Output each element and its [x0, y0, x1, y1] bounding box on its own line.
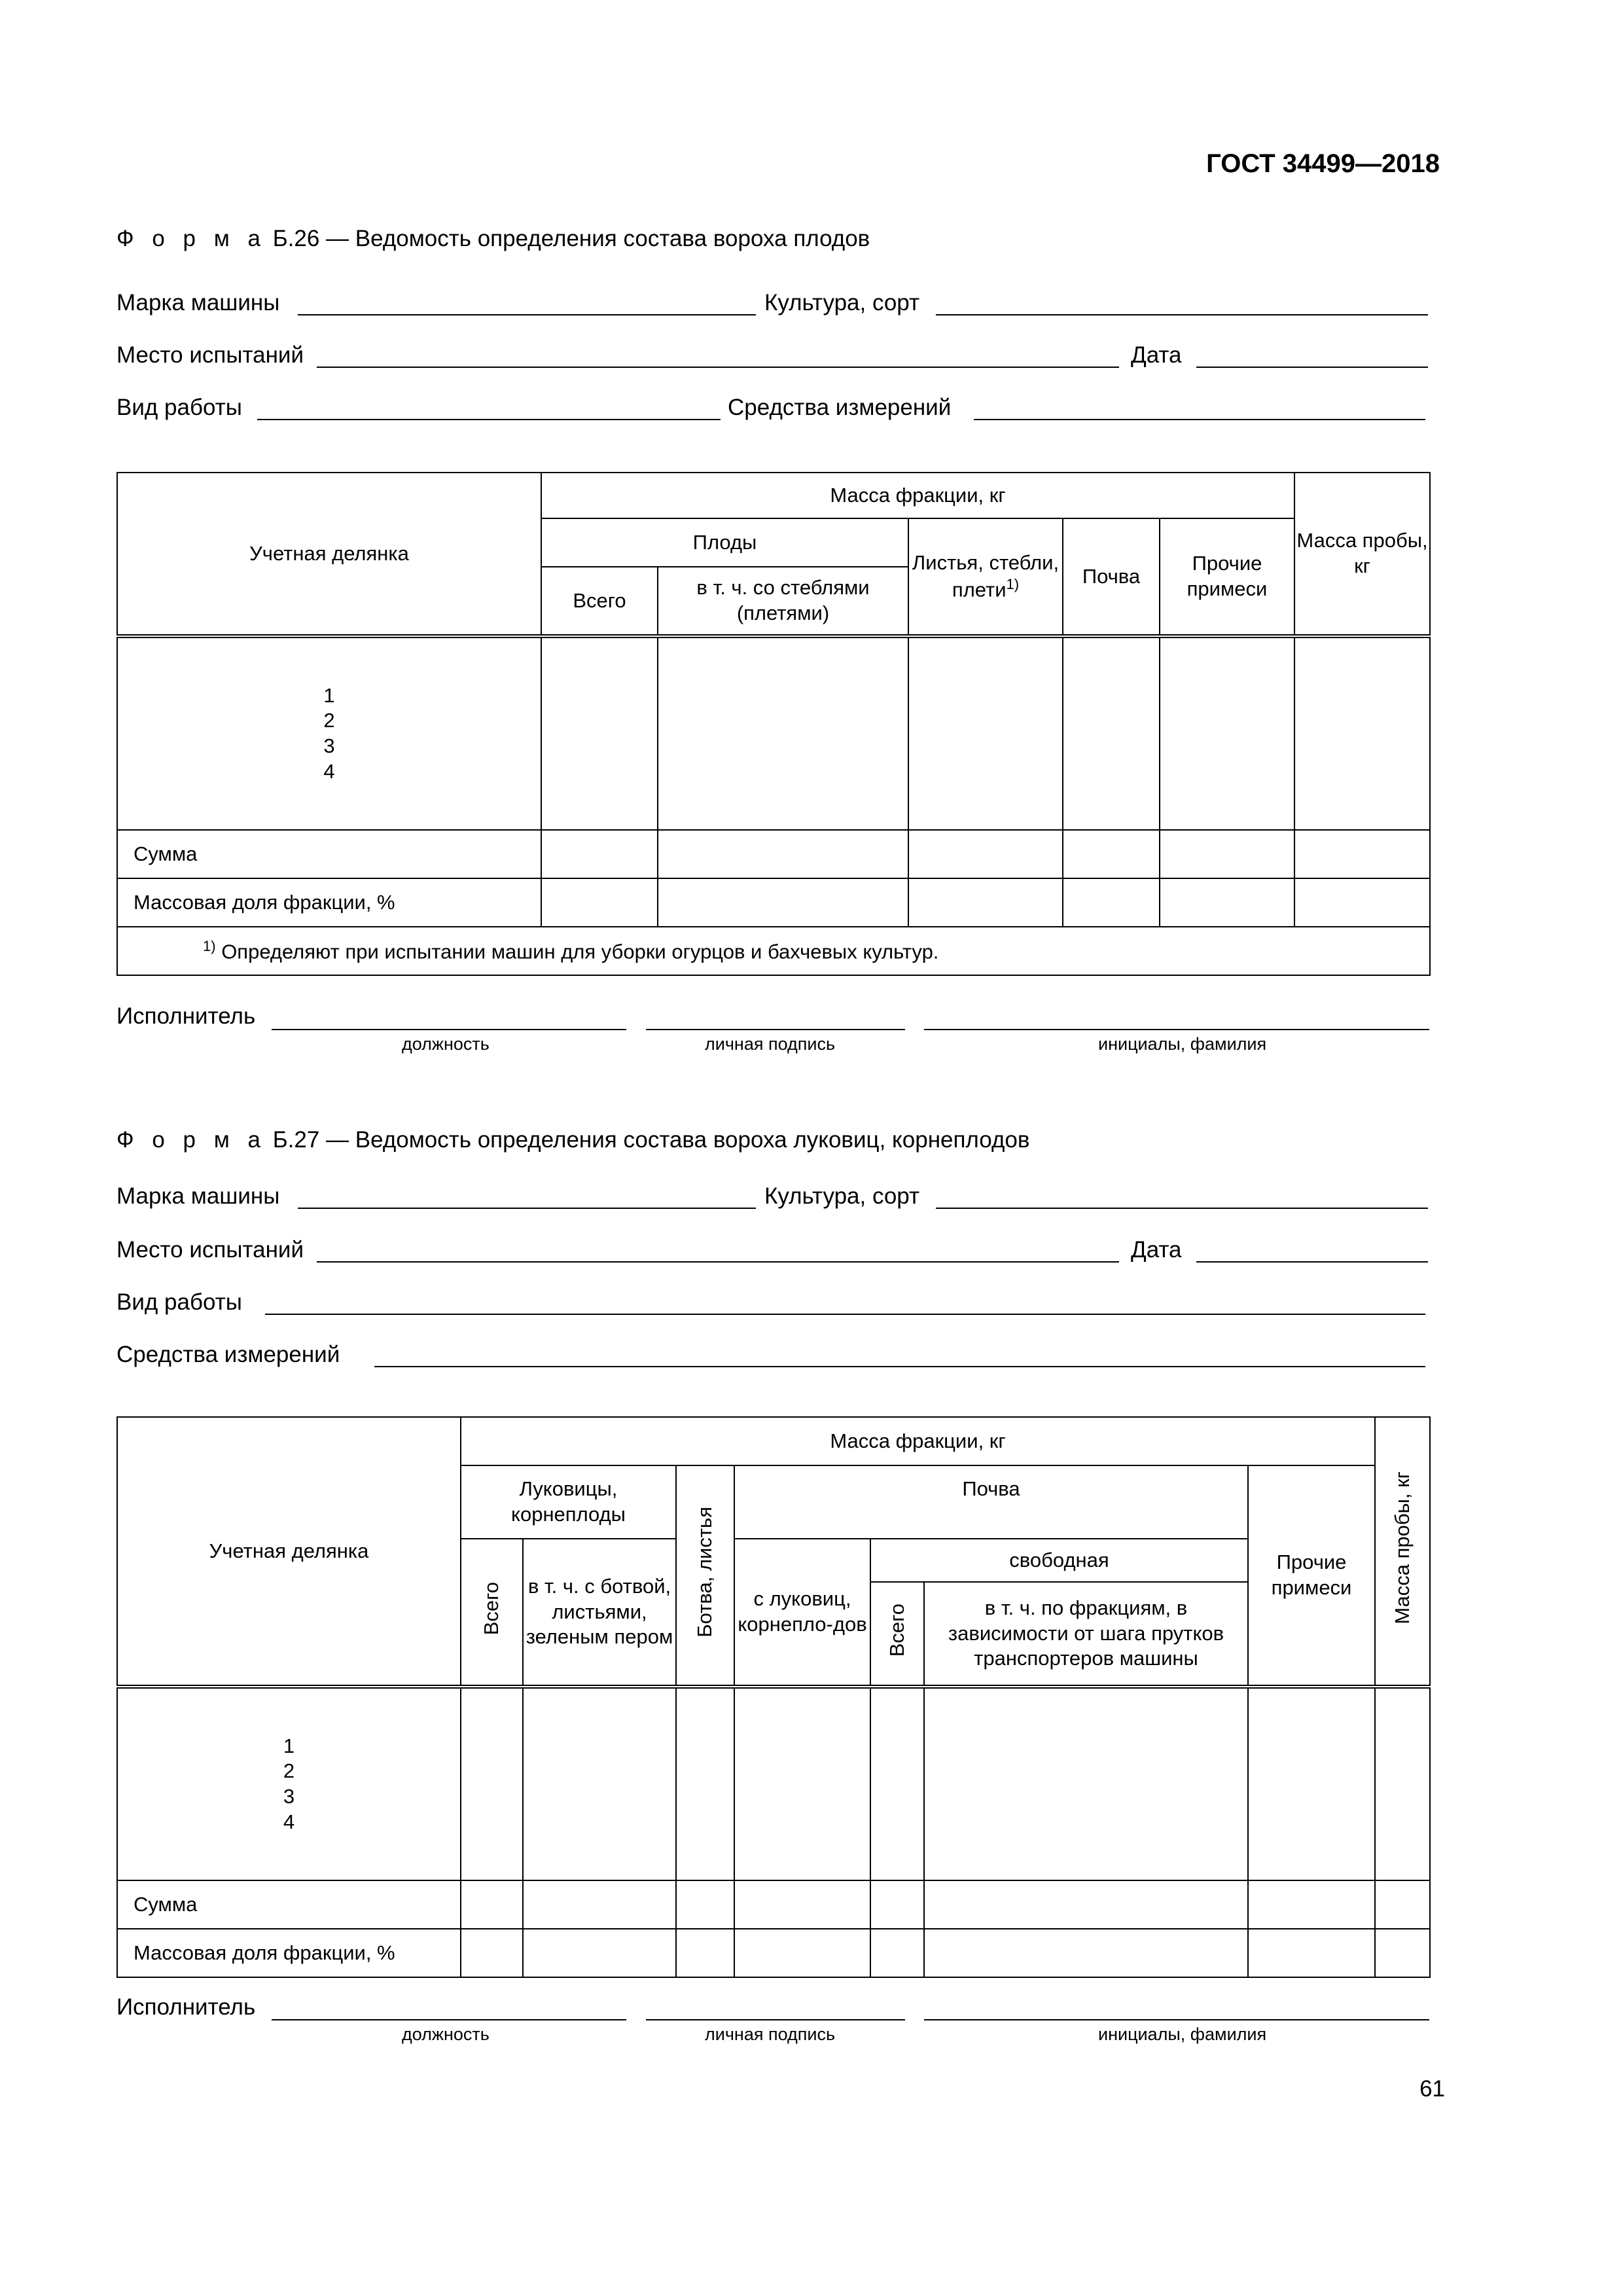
- mass-fraction-header: Масса фракции, кг: [541, 473, 1294, 518]
- form26-work-label: Вид работы: [116, 395, 242, 420]
- data-cell[interactable]: [1160, 830, 1294, 878]
- form27-date-line[interactable]: [1196, 1261, 1428, 1263]
- fruits-total-header: Всего: [541, 567, 658, 636]
- data-cell[interactable]: [523, 1687, 676, 1880]
- data-cell[interactable]: [924, 1929, 1248, 1977]
- form26-machine-line[interactable]: [298, 314, 756, 315]
- form26-executor-label: Исполнитель: [116, 1003, 256, 1029]
- soil-free-total-header: Всего: [870, 1582, 924, 1687]
- data-cell[interactable]: [541, 830, 658, 878]
- form26-place-label: Место испытаний: [116, 342, 304, 368]
- leaves-header: Листья, стебли, плети$^{1)}$: [908, 518, 1063, 636]
- sum-row-label: Сумма: [117, 1880, 461, 1929]
- form26-date-line[interactable]: [1196, 367, 1428, 368]
- data-cell[interactable]: [870, 1880, 924, 1929]
- form26-position-line[interactable]: [272, 1029, 626, 1030]
- data-cell[interactable]: [1375, 1687, 1430, 1880]
- data-cell[interactable]: [461, 1687, 523, 1880]
- data-cell[interactable]: [1063, 830, 1160, 878]
- form27-work-label: Вид работы: [116, 1289, 242, 1315]
- form27-position-caption: должность: [402, 2024, 490, 2044]
- data-cell[interactable]: [1294, 636, 1430, 830]
- data-cell[interactable]: [1248, 1929, 1375, 1977]
- form26-name-caption: инициалы, фамилия: [1098, 1034, 1267, 1054]
- form27-position-line[interactable]: [272, 2019, 626, 2020]
- form26-machine-label: Марка машины: [116, 290, 280, 315]
- form27-culture-label: Культура, сорт: [764, 1183, 920, 1209]
- form26-position-caption: должность: [402, 1034, 490, 1054]
- form27-sign-caption: личная подпись: [705, 2024, 836, 2044]
- page-number: 61: [1419, 2076, 1445, 2102]
- share-row-label: Массовая доля фракции, %: [117, 878, 541, 927]
- fruits-with-stems-header: в т. ч. со стеблями (плетями): [658, 567, 908, 636]
- share-row-label: Массовая доля фракции, %: [117, 1929, 461, 1977]
- form26-title: Ф о р м а Б.26 — Ведомость определения состава вороха плодов: [116, 226, 870, 251]
- form27-executor-label: Исполнитель: [116, 1994, 256, 2020]
- data-cell[interactable]: [870, 1929, 924, 1977]
- soil-by-fractions-header: в т. ч. по фракциям, в зависимости от шага прутков транспортеров машины: [924, 1582, 1248, 1687]
- bulbs-total-header: Всего: [461, 1539, 523, 1687]
- data-cell[interactable]: [870, 1687, 924, 1880]
- form27-name-line[interactable]: [924, 2019, 1429, 2020]
- data-cell[interactable]: [908, 878, 1063, 927]
- plot-numbers: 1 2 3 4: [117, 636, 541, 830]
- data-cell[interactable]: [1294, 830, 1430, 878]
- data-cell[interactable]: [924, 1687, 1248, 1880]
- form26-sign-line[interactable]: [646, 1029, 905, 1030]
- data-cell[interactable]: [658, 830, 908, 878]
- other-header: Прочие примеси: [1160, 518, 1294, 636]
- sample-mass-header: Масса пробы, кг: [1294, 473, 1430, 636]
- form27-table: [116, 1416, 1431, 1978]
- data-cell[interactable]: [908, 636, 1063, 830]
- bulbs-header: Луковицы, корнеплоды: [461, 1465, 676, 1539]
- data-cell[interactable]: [1375, 1929, 1430, 1977]
- form27-culture-line[interactable]: [936, 1208, 1428, 1209]
- soil-header: Почва: [734, 1465, 1248, 1539]
- plot-numbers: 1 2 3 4: [117, 1687, 461, 1880]
- form27-place-label: Место испытаний: [116, 1237, 304, 1263]
- soil-with-bulbs-header: с луковиц, корнепло-дов: [734, 1539, 870, 1687]
- data-cell[interactable]: [676, 1687, 734, 1880]
- data-cell[interactable]: [1160, 878, 1294, 927]
- col-plot-header: Учетная делянка: [117, 1417, 461, 1687]
- data-cell[interactable]: [1063, 636, 1160, 830]
- form27-machine-label: Марка машины: [116, 1183, 280, 1209]
- form27-measure-line[interactable]: [374, 1366, 1425, 1367]
- data-cell[interactable]: [541, 636, 658, 830]
- sum-row-label: Сумма: [117, 830, 541, 878]
- form27-sign-line[interactable]: [646, 2019, 905, 2020]
- data-cell[interactable]: [541, 878, 658, 927]
- form27-machine-line[interactable]: [298, 1208, 756, 1209]
- data-cell[interactable]: [1160, 636, 1294, 830]
- data-cell[interactable]: [676, 1929, 734, 1977]
- data-cell[interactable]: [734, 1687, 870, 1880]
- form26-culture-line[interactable]: [936, 314, 1428, 315]
- data-cell[interactable]: [1248, 1687, 1375, 1880]
- data-cell[interactable]: [523, 1880, 676, 1929]
- form27-measure-label: Средства измерений: [116, 1342, 340, 1367]
- tops-header: Ботва, листья: [676, 1465, 734, 1687]
- form27-work-line[interactable]: [265, 1314, 1425, 1315]
- data-cell[interactable]: [658, 636, 908, 830]
- soil-free-header: свободная: [870, 1539, 1248, 1582]
- data-cell[interactable]: [658, 878, 908, 927]
- form26-date-label: Дата: [1131, 342, 1182, 368]
- data-cell[interactable]: [461, 1880, 523, 1929]
- data-cell[interactable]: [1248, 1880, 1375, 1929]
- form26-measure-line[interactable]: [974, 419, 1425, 420]
- fruits-header: Плоды: [541, 518, 908, 567]
- soil-header: Почва: [1063, 518, 1160, 636]
- form26-table: [116, 472, 1431, 976]
- form26-work-line[interactable]: [257, 419, 721, 420]
- table-footnote: $^{1)}$ Определяют при испытании машин для уборки огурцов и бахчевых культур.: [117, 927, 1430, 975]
- form27-date-label: Дата: [1131, 1237, 1182, 1263]
- form26-culture-label: Культура, сорт: [764, 290, 920, 315]
- form27-title: Ф о р м а Б.27 — Ведомость определения состава вороха луковиц, корнеплодов: [116, 1127, 1030, 1153]
- data-cell[interactable]: [908, 830, 1063, 878]
- form26-name-line[interactable]: [924, 1029, 1429, 1030]
- form26-place-line[interactable]: [317, 367, 1119, 368]
- form26-sign-caption: личная подпись: [705, 1034, 836, 1054]
- data-cell[interactable]: [734, 1929, 870, 1977]
- sample-mass-header: Масса пробы, кг: [1375, 1417, 1430, 1687]
- form27-place-line[interactable]: [317, 1261, 1119, 1263]
- data-cell[interactable]: [676, 1880, 734, 1929]
- data-cell[interactable]: [523, 1929, 676, 1977]
- data-cell[interactable]: [1294, 878, 1430, 927]
- data-cell[interactable]: [461, 1929, 523, 1977]
- form27-name-caption: инициалы, фамилия: [1098, 2024, 1267, 2044]
- other-header: Прочие примеси: [1248, 1465, 1375, 1687]
- bulbs-with-tops-header: в т. ч. с ботвой, листьями, зеленым пером: [523, 1539, 676, 1687]
- document-code: ГОСТ 34499—2018: [1206, 149, 1440, 178]
- data-cell[interactable]: [1063, 878, 1160, 927]
- data-cell[interactable]: [734, 1880, 870, 1929]
- data-cell[interactable]: [1375, 1880, 1430, 1929]
- mass-fraction-header: Масса фракции, кг: [461, 1417, 1375, 1465]
- col-plot-header: Учетная делянка: [117, 473, 541, 636]
- data-cell[interactable]: [924, 1880, 1248, 1929]
- form26-measure-label: Средства измерений: [728, 395, 952, 420]
